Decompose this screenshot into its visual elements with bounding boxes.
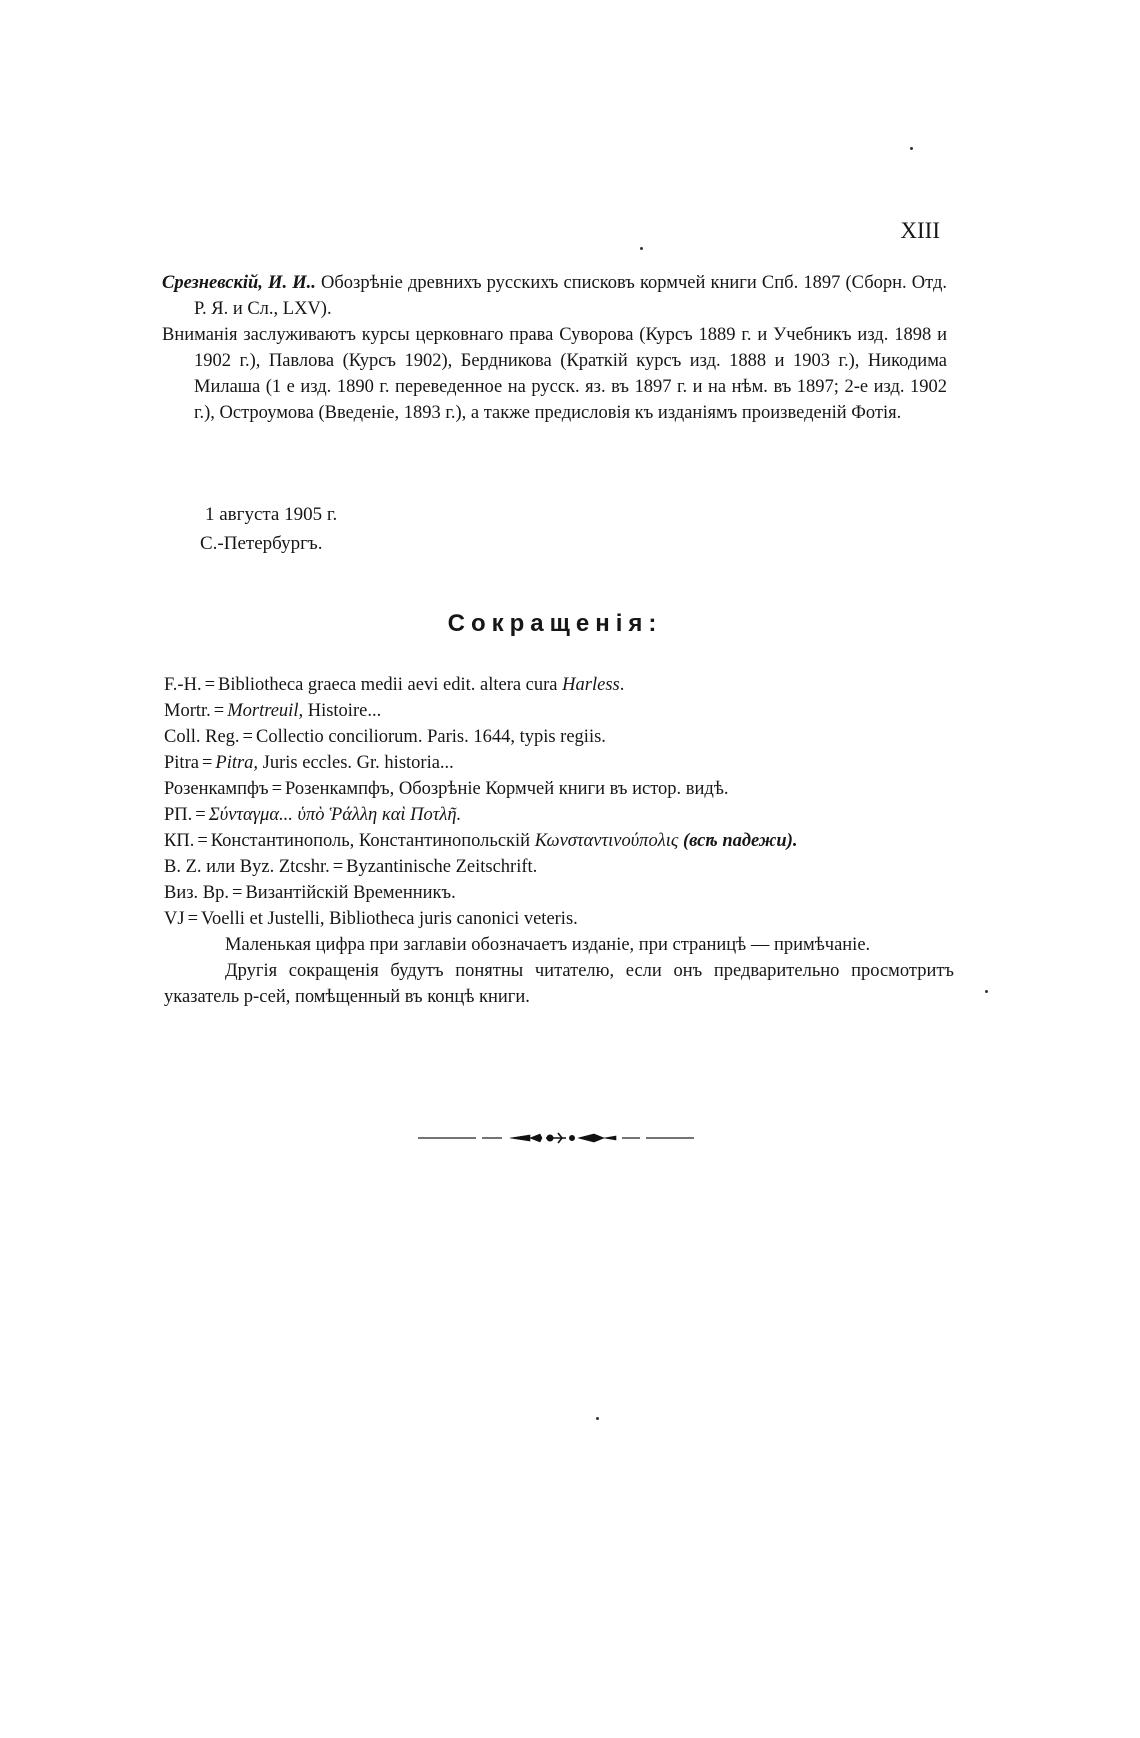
decorative-rule-ornament [418,1130,694,1146]
abbr-value-tail: . [619,675,625,695]
abbr-equals: = [187,909,198,929]
abbr-value: Розенкампфъ, Обозрѣніе Кормчей книги въ истор. видѣ. [285,779,729,799]
abbr-value: Collectio conciliorum. Paris. 1644, typis regiis. [255,727,606,747]
abbr-equals: = [204,675,216,695]
entry-text: Обозрѣніе древнихъ русскихъ списковъ кормчей книги Спб. 1897 (Сборн. Отд. Р. Я. и Сл., LXV). [194,273,948,319]
abbr-key: Coll. Reg. [164,727,240,747]
bibliography-block [162,270,947,426]
abbr-equals: = [271,779,283,799]
print-speck [640,247,643,250]
abbr-key: Mortr. [164,701,211,721]
abbr-value: Voelli et Justelli, Bibliotheca juris canonici veteris. [201,909,578,929]
abbr-key: B. Z. или Byz. Ztcshr. [164,857,330,877]
abbr-value-italic: Mortreuil, [227,701,304,721]
date-line: 1 августа 1905 г. [205,504,338,525]
abbreviation-row [164,854,954,880]
abbr-value-italic: Κωνσταντινούπολις [534,831,679,851]
abbreviation-row [164,698,954,724]
abbr-value: Bibliotheca graeca medii aevi edit. altera cura [218,675,563,695]
bibliography-entry [162,322,947,426]
abbr-equals: = [201,753,213,773]
place-line: С.-Петербургъ. [200,533,323,554]
abbr-value-italic: Harless [562,675,620,695]
abbr-equals: = [195,805,206,825]
abbr-key: Виз. Вр. [164,883,230,903]
abbr-key: Pitra [164,753,199,773]
entry-text: Вниманія заслуживаютъ курсы церковнаго права Суворова (Курсъ 1889 г. и Учебникъ изд. 1898 и 1902 г.), Павлова (Курсъ 1902), Бердникова (Краткій курсъ изд. 1888 и 1903 г.), Никодима Милаша (1 е изд. 1890 г. переведенное на русск. яз. въ 1897 г. и на нѣм. въ 1897; 2-е изд. 1902 г.), Остроумова (Введеніе, 1893 г.), а также предисловія къ изданіямъ произведеній Фотія. [162,325,947,423]
abbr-equals: = [197,831,208,851]
section-heading: Сокращенія: [447,610,663,637]
abbr-equals: = [242,727,253,747]
abbr-value: Византійскій Временникъ. [245,883,456,903]
abbr-value-italic: Σύνταγμα... ὑπὸ Ῥάλλη καὶ Ποτλῆ. [208,805,462,825]
abbreviation-list [164,672,954,1010]
abbreviation-row [164,802,954,828]
abbr-value-bold-italic: (всѣ падежи). [682,831,798,851]
abbreviation-row [164,672,954,698]
abbr-key: КП. [164,831,195,851]
abbreviation-row [164,750,954,776]
print-speck [910,147,913,150]
abbr-value-tail: Histoire... [303,701,382,721]
abbr-value: Byzantinische Zeitschrift. [346,857,538,877]
abbreviation-row [164,776,954,802]
abbr-value: Константинополь, Константинопольскій [210,831,535,851]
abbreviation-row [164,906,954,932]
abbreviation-row [164,828,954,854]
page-number: XIII [900,218,940,243]
abbr-equals: = [213,701,225,721]
ornament-center [510,1133,616,1143]
note-paragraph: Маленькая цифра при заглавіи обозначаетъ изданіе, при страницѣ — примѣчаніе. [225,935,871,955]
abbreviation-row [164,724,954,750]
abbr-value-tail: Juris eccles. Gr. historia... [258,753,454,773]
date-block [200,500,338,558]
bibliography-entry [162,270,947,322]
abbr-key: РП. [164,805,193,825]
abbr-equals: = [232,883,243,903]
note-paragraph: Другія сокращенія будутъ понятны читателю, если онъ предварительно просмотритъ указатель р-сей, помѣщенный въ концѣ книги. [164,961,954,1007]
abbr-key: Розенкампфъ [164,779,269,799]
abbr-key: F.-H. [164,675,202,695]
print-speck [596,1417,599,1420]
abbr-equals: = [332,857,344,877]
abbr-key: VJ [164,909,185,929]
abbr-value-italic: Pitra, [215,753,259,773]
print-speck [985,990,988,993]
entry-author: Срезневскій, И. И.. [162,273,316,293]
abbreviation-row [164,880,954,906]
